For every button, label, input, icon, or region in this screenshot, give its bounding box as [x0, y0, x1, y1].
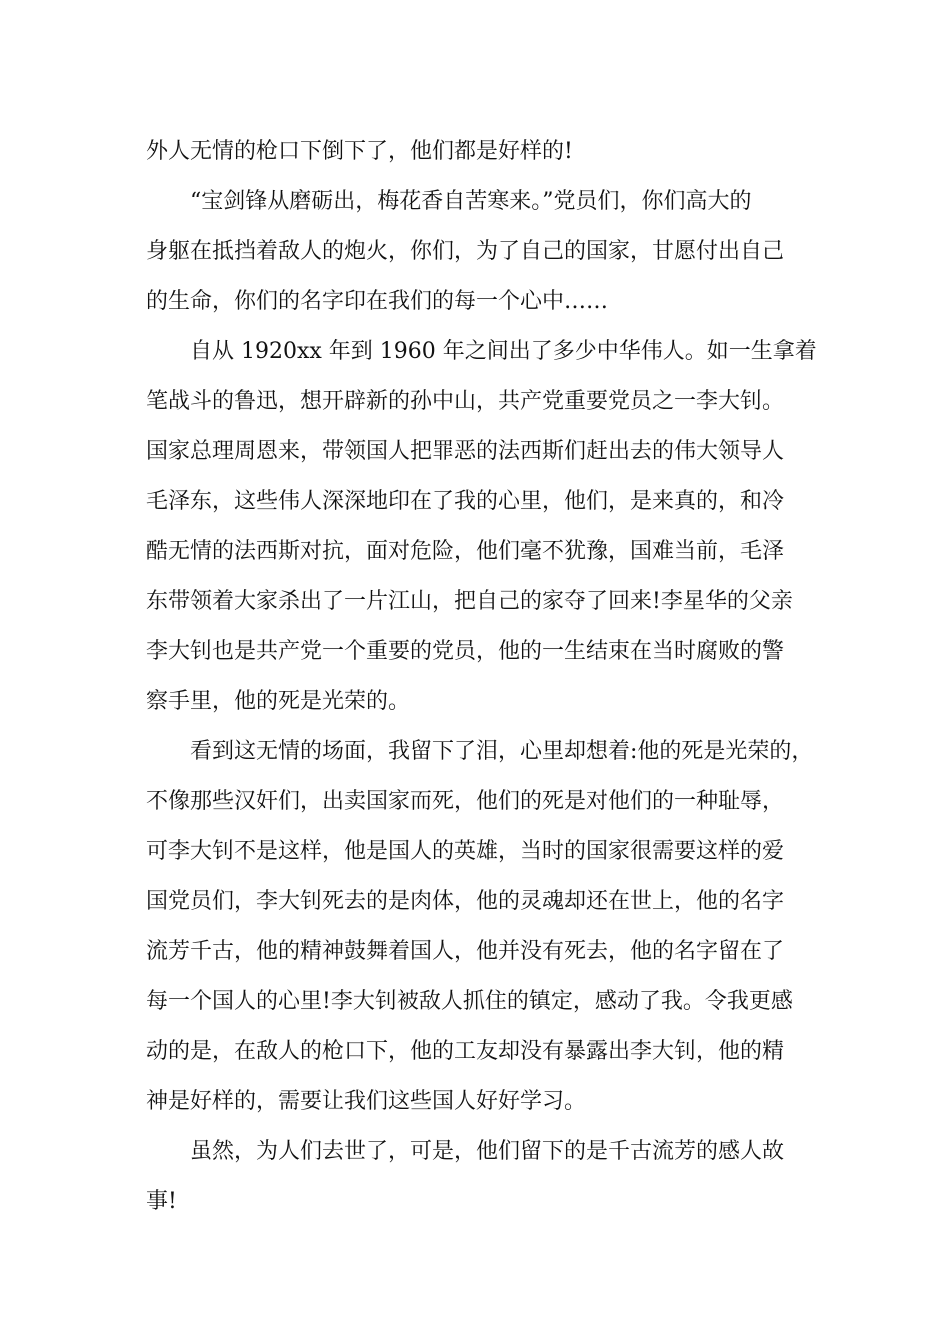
- text-line: 国家总理周恩来，带领国人把罪恶的法西斯们赶出去的伟大领导人: [146, 439, 785, 464]
- paragraph: [146, 1127, 811, 1227]
- text-line: 每一个国人的心里!李大钊被敌人抓住的镇定，感动了我。令我更感: [146, 989, 793, 1014]
- text-line: 东带领着大家杀出了一片江山，把自己的家夺了回来!李星华的父亲: [146, 589, 793, 614]
- text-line: 虽然，为人们去世了，可是，他们留下的是千古流芳的感人故: [190, 1139, 785, 1164]
- text-line: 毛泽东，这些伟人深深地印在了我的心里，他们，是来真的，和冷: [146, 489, 785, 514]
- paragraph: [146, 727, 814, 1127]
- text-line: 察手里，他的死是光荣的。: [146, 689, 411, 714]
- text-line: 李大钊也是共产党一个重要的党员，他的一生结束在当时腐败的警: [146, 639, 785, 664]
- document-page: [146, 127, 817, 1227]
- paragraph: [146, 327, 817, 727]
- text-line: 流芳千古，他的精神鼓舞着国人，他并没有死去，他的名字留在了: [146, 939, 785, 964]
- text-line: 笔战斗的鲁迅，想开辟新的孙中山，共产党重要党员之一李大钊。: [146, 389, 785, 414]
- text-line: 自从 1920xx 年到 1960 年之间出了多少中华伟人。如一生拿着: [190, 339, 817, 364]
- paragraph: [146, 177, 811, 327]
- text-line: 外人无情的枪口下倒下了，他们都是好样的!: [146, 139, 573, 164]
- text-line: 国党员们，李大钊死去的是肉体，他的灵魂却还在世上，他的名字: [146, 889, 785, 914]
- text-line: 身躯在抵挡着敌人的炮火，你们，为了自己的国家，甘愿付出自己: [146, 239, 785, 264]
- text-line: 看到这无情的场面，我留下了泪，心里却想着:他的死是光荣的，: [190, 739, 814, 764]
- text-line: 可李大钊不是这样，他是国人的英雄，当时的国家很需要这样的爱: [146, 839, 785, 864]
- text-line: “宝剑锋从磨砺出，梅花香自苦寒来。”党员们，你们高大的: [190, 189, 752, 214]
- text-line: 事!: [146, 1189, 177, 1214]
- text-line: 神是好样的，需要让我们这些国人好好学习。: [146, 1089, 587, 1114]
- text-line: 不像那些汉奸们，出卖国家而死，他们的死是对他们的一种耻辱，: [146, 789, 785, 814]
- paragraph: [146, 127, 811, 177]
- text-line: 的生命，你们的名字印在我们的每一个心中……: [146, 289, 609, 314]
- text-line: 酷无情的法西斯对抗，面对危险，他们毫不犹豫，国难当前，毛泽: [146, 539, 785, 564]
- text-line: 动的是，在敌人的枪口下，他的工友却没有暴露出李大钊，他的精: [146, 1039, 785, 1064]
